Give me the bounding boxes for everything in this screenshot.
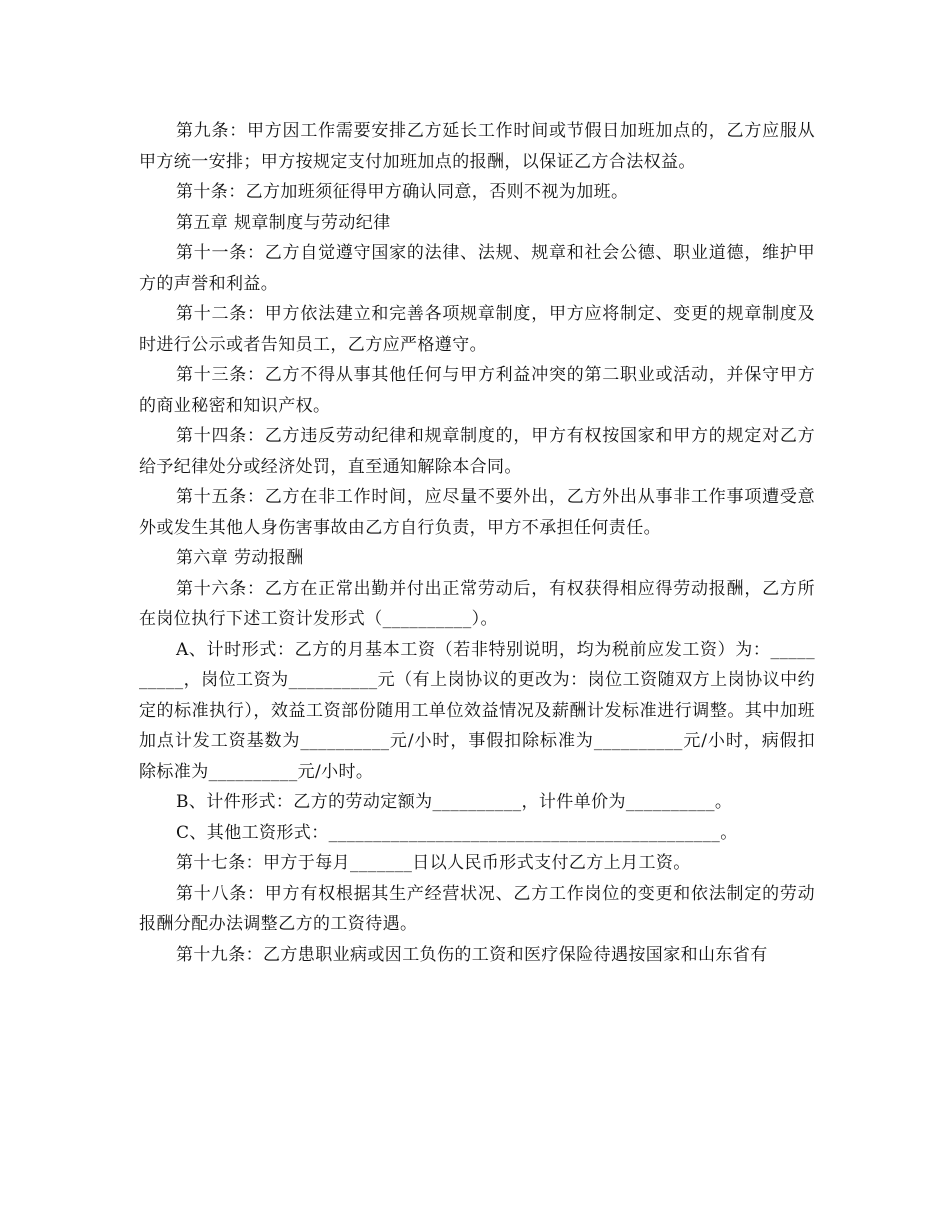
chapter-5-heading: 第五章 规章制度与劳动纪律: [176, 212, 391, 233]
wage-form-c: C、其他工资形式：____________________________________________。: [176, 822, 738, 843]
article-18: 第十八条：甲方有权根据其生产经营状况、乙方工作岗位的变更和依法制定的劳动报酬分配办法调整乙方的工资待遇。: [139, 883, 815, 934]
chapter-6-heading: 第六章 劳动报酬: [176, 548, 304, 568]
wage-form-a: A、计时形式：乙方的月基本工资（若非特别说明，均为税前应发工资）为：__________，岗位工资为__________元（有上岗协议的更改为：岗位工资随双方上岗协议中约定的标准执行），效益工资部份随用工单位效益情况及薪酬计发标准进行调整。其中加班加点计发工资基数为__________元/小时，事假扣除标准为__________元/小时，病假扣除标准为__________元/小时。: [139, 639, 815, 782]
wage-form-b: B、计件形式：乙方的劳动定额为__________，计件单价为__________。: [176, 792, 733, 812]
article-11: 第十一条：乙方自觉遵守国家的法律、法规、规章和社会公德、职业道德，维护甲方的声誉和利益。: [139, 243, 815, 294]
article-9: 第九条：甲方因工作需要安排乙方延长工作时间或节假日加班加点的，乙方应服从甲方统一安排；甲方按规定支付加班加点的报酬，以保证乙方合法权益。: [139, 121, 815, 172]
article-13: 第十三条：乙方不得从事其他任何与甲方利益冲突的第二职业或活动，并保守甲方的商业秘密和知识产权。: [139, 365, 815, 416]
article-10: 第十条：乙方加班须征得甲方确认同意，否则不视为加班。: [176, 182, 629, 202]
article-15: 第十五条：乙方在非工作时间，应尽量不要外出，乙方外出从事非工作事项遭受意外或发生其他人身伤害事故由乙方自行负责，甲方不承担任何责任。: [139, 487, 815, 538]
document-body: [139, 116, 815, 970]
article-12: 第十二条：甲方依法建立和完善各项规章制度，甲方应将制定、变更的规章制度及时进行公示或者告知员工，乙方应严格遵守。: [139, 304, 815, 355]
article-14: 第十四条：乙方违反劳动纪律和规章制度的，甲方有权按国家和甲方的规定对乙方给予纪律处分或经济处罚，直至通知解除本合同。: [139, 426, 815, 477]
article-19: 第十九条：乙方患职业病或因工负伤的工资和医疗保险待遇按国家和山东省有: [176, 944, 768, 965]
article-17: 第十七条：甲方于每月_______日以人民币形式支付乙方上月工资。: [176, 853, 691, 873]
article-16: 第十六条：乙方在正常出勤并付出正常劳动后，有权获得相应得劳动报酬，乙方所在岗位执行下述工资计发形式（__________）。: [139, 578, 815, 629]
